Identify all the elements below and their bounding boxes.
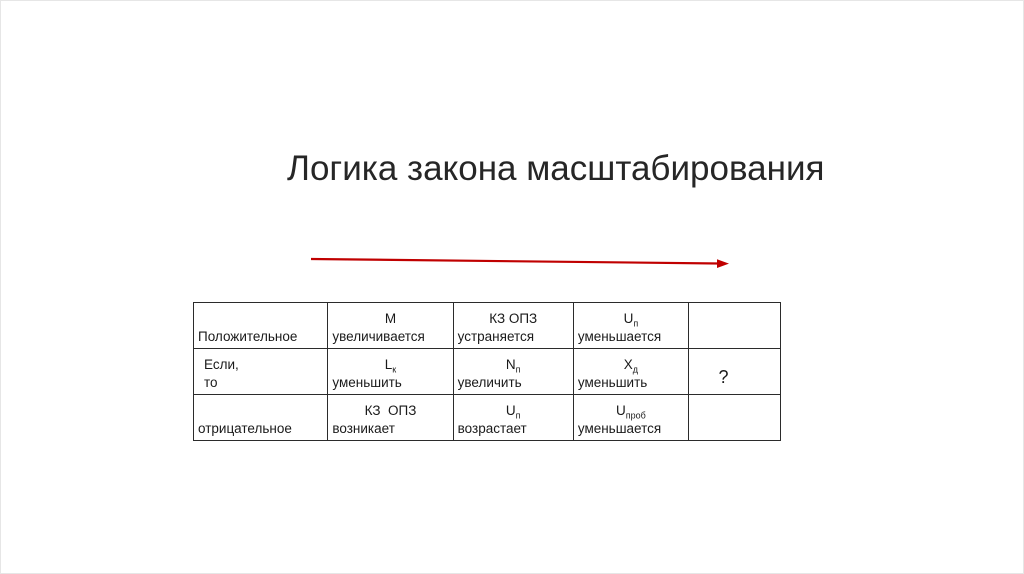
symbol: L [384,357,393,372]
table-row [194,349,781,395]
cell-top [458,402,569,420]
table-cell [328,303,453,349]
cell-bottom: увеличить [457,375,522,390]
cell-top [578,402,684,420]
row-label-line1: Если, [204,357,239,372]
symbol-subscript: п [633,318,639,329]
cell-top [458,356,569,374]
question-mark: ? [718,367,729,387]
symbol-subscript: п [515,410,521,421]
table-cell [328,349,453,395]
table-cell [453,395,573,441]
row-label: Положительное [198,329,298,344]
symbol-subscript: п [515,364,521,375]
cell-bottom: возрастает [457,421,527,436]
slide-title: Логика закона масштабирования [287,149,825,188]
row-label-cell [194,349,328,395]
table-row [194,303,781,349]
symbol: U [616,403,626,418]
cell-top [578,310,684,328]
row-label-cell [194,303,328,349]
cell-bottom: уменьшить [577,375,648,390]
symbol-subscript: проб [625,410,646,421]
symbol: N [505,357,516,372]
table-cell [453,349,573,395]
row-label-cell [194,395,328,441]
table-row [194,395,781,441]
cell-top: КЗ ОПЗ [489,311,538,326]
cell-top [332,356,448,374]
cell-top: КЗ ОПЗ [364,403,417,418]
table-cell [573,303,688,349]
question-cell [689,349,781,395]
table-cell [328,395,453,441]
arrow-right-icon [301,249,741,273]
symbol: U [505,403,516,418]
symbol: X [623,357,633,372]
symbol: U [623,311,634,326]
cell-bottom: возникает [332,421,395,436]
table-cell [453,303,573,349]
cell-bottom: уменьшить [332,375,402,390]
cell-bottom: увеличивается [332,329,425,344]
row-label: отрицательное [198,421,292,436]
logic-table [193,302,781,441]
table-cell-empty [689,395,781,441]
table-cell [573,395,688,441]
cell-bottom: уменьшается [577,329,662,344]
cell-bottom: уменьшается [577,421,662,436]
symbol-subscript: д [632,364,639,375]
table-cell-empty [689,303,781,349]
cell-top: M [384,311,397,326]
symbol-subscript: к [392,364,397,375]
cell-bottom: устраняется [457,329,535,344]
table-cell [573,349,688,395]
row-label-line2: то [204,375,218,390]
cell-top [578,356,684,374]
